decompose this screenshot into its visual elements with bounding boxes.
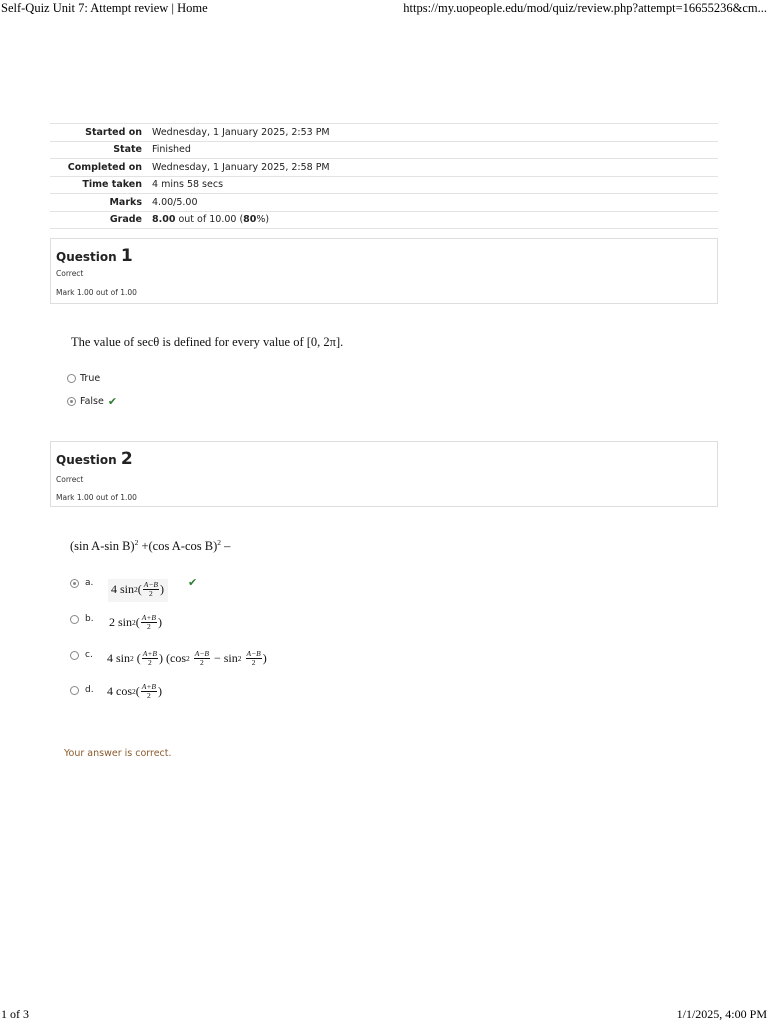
question-title: Question 1 <box>56 246 133 266</box>
summary-value: Wednesday, 1 January 2025, 2:58 PM <box>148 159 718 177</box>
summary-label: Marks <box>50 194 148 212</box>
summary-value: Finished <box>148 141 718 159</box>
option-c-formula: 4 sin 2 ( $\frac{A+B}{2}$ ) (cos 2 $\frac{A-B}{2}$ − sin 2 $\frac{A-B}{2}$ ) <box>107 649 267 667</box>
answer-feedback: Your answer is correct. <box>64 748 172 759</box>
option-label: True <box>80 373 101 384</box>
option-a-formula: 4 sin 2 ( $\frac{A-B}{2}$ ) <box>108 579 168 602</box>
summary-row <box>50 124 718 142</box>
option-letter: c. <box>85 650 93 660</box>
radio-icon[interactable] <box>67 374 76 383</box>
summary-value: 4.00/5.00 <box>148 194 718 212</box>
option-letter: d. <box>85 685 94 695</box>
radio-icon[interactable] <box>70 651 79 660</box>
summary-label: State <box>50 141 148 159</box>
question-mark: Mark 1.00 out of 1.00 <box>56 493 137 502</box>
print-footer-datetime: 1/1/2025, 4:00 PM <box>676 1007 767 1021</box>
summary-value: Wednesday, 1 January 2025, 2:53 PM <box>148 124 718 142</box>
check-icon: ✔ <box>188 576 198 589</box>
radio-icon[interactable] <box>70 615 79 624</box>
summary-value: 4 mins 58 secs <box>148 176 718 194</box>
option-true[interactable] <box>67 373 100 384</box>
print-header-url: https://my.uopeople.edu/mod/quiz/review.php?attempt=16655236&cm... <box>403 1 767 15</box>
print-footer-page: 1 of 3 <box>1 1007 29 1021</box>
summary-row <box>50 159 718 177</box>
attempt-summary-table <box>50 123 718 229</box>
radio-icon[interactable] <box>67 397 76 406</box>
question-1-info <box>50 238 718 304</box>
radio-icon[interactable] <box>70 579 79 588</box>
question-mark: Mark 1.00 out of 1.00 <box>56 288 137 297</box>
option-false[interactable] <box>67 395 117 408</box>
check-icon: ✔ <box>107 395 118 408</box>
summary-row-grade <box>50 211 718 229</box>
question-title: Question 2 <box>56 449 133 469</box>
option-letter: a. <box>85 578 94 588</box>
option-c[interactable] <box>70 650 103 660</box>
summary-row <box>50 141 718 159</box>
option-b[interactable] <box>70 614 103 624</box>
summary-label: Time taken <box>50 176 148 194</box>
question-1-text: The value of secθ is defined for every value of [0, 2π]. <box>71 335 344 349</box>
option-d-formula: 4 cos 2 ( $\frac{A+B}{2}$ ) <box>107 682 162 700</box>
question-2-text: (sin A-sin B)$^2$ +(cos A-cos B)$^2$ – <box>70 538 231 554</box>
summary-label: Completed on <box>50 159 148 177</box>
option-label: False <box>80 396 104 407</box>
question-2-info <box>50 441 718 507</box>
option-d[interactable] <box>70 685 103 695</box>
question-status: Correct <box>56 475 84 484</box>
summary-label: Started on <box>50 124 148 142</box>
option-a[interactable] <box>70 578 103 588</box>
grade-value: 8.00 out of 10.00 (80%) <box>148 211 718 229</box>
print-header-title: Self-Quiz Unit 7: Attempt review | Home <box>1 1 208 15</box>
radio-icon[interactable] <box>70 686 79 695</box>
summary-row <box>50 176 718 194</box>
summary-row <box>50 194 718 212</box>
question-status: Correct <box>56 269 84 278</box>
option-letter: b. <box>85 614 94 624</box>
grade-label: Grade <box>50 211 148 229</box>
option-b-formula: 2 sin 2 ( $\frac{A+B}{2}$ ) <box>109 613 162 631</box>
